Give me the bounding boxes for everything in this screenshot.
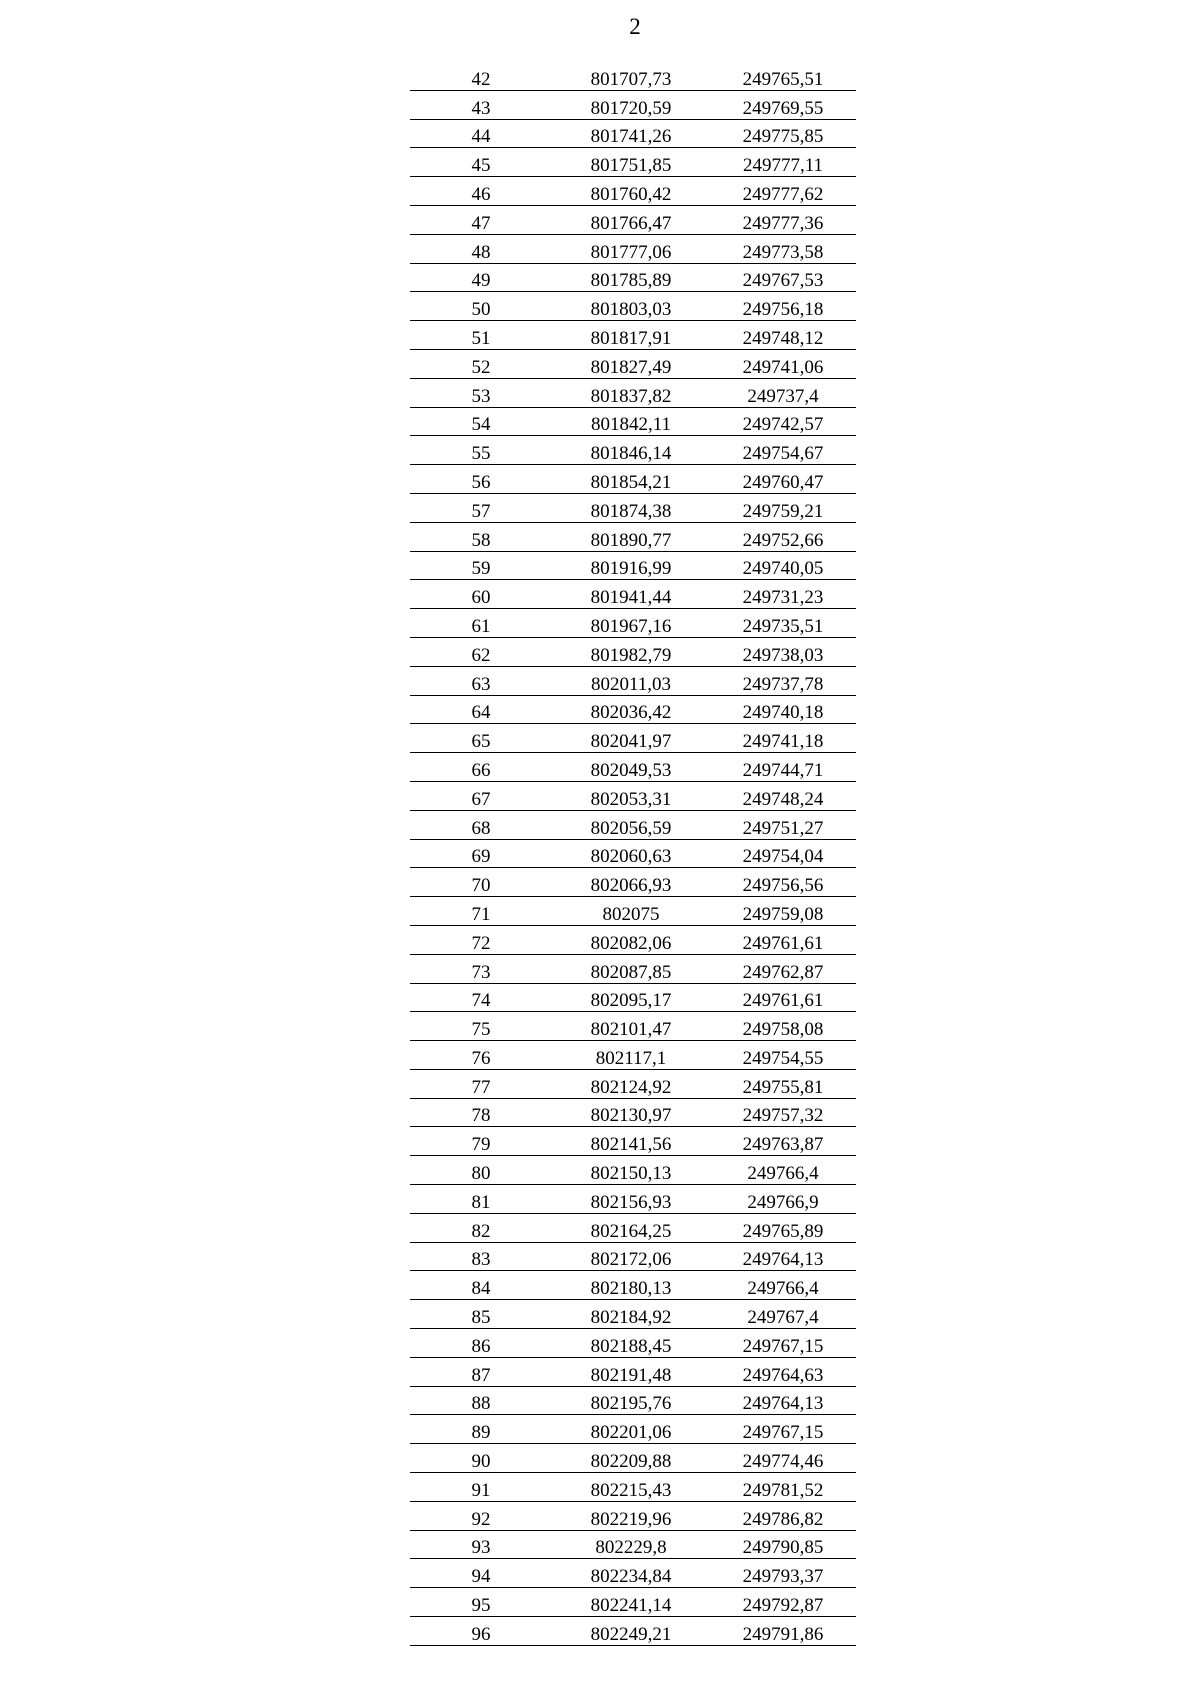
x-coordinate-cell: 802124,92 xyxy=(552,1069,710,1098)
x-coordinate-cell: 802101,47 xyxy=(552,1012,710,1041)
point-number-cell: 78 xyxy=(410,1098,552,1127)
table-row xyxy=(410,292,856,321)
x-coordinate-cell: 802172,06 xyxy=(552,1242,710,1271)
x-coordinate-cell: 801760,42 xyxy=(552,177,710,206)
point-number-cell: 74 xyxy=(410,983,552,1012)
y-coordinate-cell: 249777,62 xyxy=(710,177,856,206)
x-coordinate-cell: 802209,88 xyxy=(552,1444,710,1473)
x-coordinate-cell: 801916,99 xyxy=(552,551,710,580)
x-coordinate-cell: 801842,11 xyxy=(552,407,710,436)
x-coordinate-cell: 802241,14 xyxy=(552,1588,710,1617)
y-coordinate-cell: 249790,85 xyxy=(710,1530,856,1559)
x-coordinate-cell: 802087,85 xyxy=(552,954,710,983)
y-coordinate-cell: 249764,63 xyxy=(710,1357,856,1386)
y-coordinate-cell: 249757,32 xyxy=(710,1098,856,1127)
point-number-cell: 46 xyxy=(410,177,552,206)
table-row xyxy=(410,1329,856,1358)
table-row xyxy=(410,349,856,378)
point-number-cell: 57 xyxy=(410,493,552,522)
table-row xyxy=(410,925,856,954)
x-coordinate-cell: 801827,49 xyxy=(552,349,710,378)
point-number-cell: 81 xyxy=(410,1185,552,1214)
x-coordinate-cell: 801982,79 xyxy=(552,637,710,666)
y-coordinate-cell: 249774,46 xyxy=(710,1444,856,1473)
point-number-cell: 52 xyxy=(410,349,552,378)
y-coordinate-cell: 249781,52 xyxy=(710,1473,856,1502)
y-coordinate-cell: 249764,13 xyxy=(710,1386,856,1415)
y-coordinate-cell: 249777,36 xyxy=(710,205,856,234)
y-coordinate-cell: 249735,51 xyxy=(710,609,856,638)
point-number-cell: 83 xyxy=(410,1242,552,1271)
table-row xyxy=(410,234,856,263)
table-row xyxy=(410,839,856,868)
table-row xyxy=(410,436,856,465)
x-coordinate-cell: 801817,91 xyxy=(552,321,710,350)
table-row xyxy=(410,666,856,695)
table-row xyxy=(410,983,856,1012)
point-number-cell: 73 xyxy=(410,954,552,983)
point-number-cell: 48 xyxy=(410,234,552,263)
y-coordinate-cell: 249775,85 xyxy=(710,119,856,148)
x-coordinate-cell: 802095,17 xyxy=(552,983,710,1012)
y-coordinate-cell: 249765,51 xyxy=(710,62,856,90)
point-number-cell: 79 xyxy=(410,1127,552,1156)
table-row xyxy=(410,1501,856,1530)
x-coordinate-cell: 802049,53 xyxy=(552,753,710,782)
y-coordinate-cell: 249754,67 xyxy=(710,436,856,465)
x-coordinate-cell: 801707,73 xyxy=(552,62,710,90)
x-coordinate-cell: 802130,97 xyxy=(552,1098,710,1127)
table-row xyxy=(410,1617,856,1646)
y-coordinate-cell: 249752,66 xyxy=(710,522,856,551)
x-coordinate-cell: 802053,31 xyxy=(552,781,710,810)
point-number-cell: 42 xyxy=(410,62,552,90)
table-row xyxy=(410,1588,856,1617)
table-row xyxy=(410,90,856,119)
x-coordinate-cell: 802215,43 xyxy=(552,1473,710,1502)
x-coordinate-cell: 801854,21 xyxy=(552,465,710,494)
y-coordinate-cell: 249765,89 xyxy=(710,1213,856,1242)
table-row xyxy=(410,493,856,522)
x-coordinate-cell: 801890,77 xyxy=(552,522,710,551)
table-row xyxy=(410,1386,856,1415)
point-number-cell: 82 xyxy=(410,1213,552,1242)
x-coordinate-cell: 801967,16 xyxy=(552,609,710,638)
table-row xyxy=(410,868,856,897)
y-coordinate-cell: 249791,86 xyxy=(710,1617,856,1646)
y-coordinate-cell: 249754,55 xyxy=(710,1041,856,1070)
point-number-cell: 94 xyxy=(410,1559,552,1588)
point-number-cell: 84 xyxy=(410,1271,552,1300)
table-row xyxy=(410,1444,856,1473)
table-row xyxy=(410,378,856,407)
x-coordinate-cell: 802234,84 xyxy=(552,1559,710,1588)
y-coordinate-cell: 249756,56 xyxy=(710,868,856,897)
table-row xyxy=(410,263,856,292)
y-coordinate-cell: 249740,05 xyxy=(710,551,856,580)
point-number-cell: 47 xyxy=(410,205,552,234)
table-row xyxy=(410,407,856,436)
point-number-cell: 92 xyxy=(410,1501,552,1530)
table-row xyxy=(410,753,856,782)
point-number-cell: 51 xyxy=(410,321,552,350)
table-row xyxy=(410,1271,856,1300)
point-number-cell: 44 xyxy=(410,119,552,148)
y-coordinate-cell: 249754,04 xyxy=(710,839,856,868)
y-coordinate-cell: 249759,08 xyxy=(710,897,856,926)
x-coordinate-cell: 801846,14 xyxy=(552,436,710,465)
table-row xyxy=(410,1213,856,1242)
y-coordinate-cell: 249758,08 xyxy=(710,1012,856,1041)
table-row xyxy=(410,465,856,494)
x-coordinate-cell: 802219,96 xyxy=(552,1501,710,1530)
x-coordinate-cell: 802056,59 xyxy=(552,810,710,839)
table-row xyxy=(410,1069,856,1098)
y-coordinate-cell: 249760,47 xyxy=(710,465,856,494)
point-number-cell: 65 xyxy=(410,724,552,753)
table-row xyxy=(410,1242,856,1271)
y-coordinate-cell: 249731,23 xyxy=(710,580,856,609)
page-number: 2 xyxy=(629,14,641,39)
point-number-cell: 63 xyxy=(410,666,552,695)
x-coordinate-cell: 802184,92 xyxy=(552,1300,710,1329)
y-coordinate-cell: 249767,4 xyxy=(710,1300,856,1329)
point-number-cell: 85 xyxy=(410,1300,552,1329)
table-row xyxy=(410,1530,856,1559)
y-coordinate-cell: 249767,15 xyxy=(710,1329,856,1358)
y-coordinate-cell: 249751,27 xyxy=(710,810,856,839)
point-number-cell: 50 xyxy=(410,292,552,321)
table-row xyxy=(410,1357,856,1386)
y-coordinate-cell: 249738,03 xyxy=(710,637,856,666)
point-number-cell: 93 xyxy=(410,1530,552,1559)
y-coordinate-cell: 249786,82 xyxy=(710,1501,856,1530)
x-coordinate-cell: 802156,93 xyxy=(552,1185,710,1214)
table-row xyxy=(410,62,856,90)
table-row xyxy=(410,205,856,234)
y-coordinate-cell: 249773,58 xyxy=(710,234,856,263)
x-coordinate-cell: 801803,03 xyxy=(552,292,710,321)
x-coordinate-cell: 802066,93 xyxy=(552,868,710,897)
point-number-cell: 54 xyxy=(410,407,552,436)
x-coordinate-cell: 802229,8 xyxy=(552,1530,710,1559)
table-row xyxy=(410,522,856,551)
y-coordinate-cell: 249741,06 xyxy=(710,349,856,378)
point-number-cell: 70 xyxy=(410,868,552,897)
point-number-cell: 77 xyxy=(410,1069,552,1098)
coordinates-table-body xyxy=(410,62,856,1645)
y-coordinate-cell: 249792,87 xyxy=(710,1588,856,1617)
point-number-cell: 96 xyxy=(410,1617,552,1646)
y-coordinate-cell: 249740,18 xyxy=(710,695,856,724)
x-coordinate-cell: 801837,82 xyxy=(552,378,710,407)
table-row xyxy=(410,580,856,609)
point-number-cell: 90 xyxy=(410,1444,552,1473)
table-row xyxy=(410,1559,856,1588)
table-row xyxy=(410,1185,856,1214)
y-coordinate-cell: 249763,87 xyxy=(710,1127,856,1156)
y-coordinate-cell: 249761,61 xyxy=(710,925,856,954)
point-number-cell: 43 xyxy=(410,90,552,119)
x-coordinate-cell: 801766,47 xyxy=(552,205,710,234)
table-row xyxy=(410,1098,856,1127)
y-coordinate-cell: 249737,4 xyxy=(710,378,856,407)
point-number-cell: 69 xyxy=(410,839,552,868)
x-coordinate-cell: 802041,97 xyxy=(552,724,710,753)
y-coordinate-cell: 249777,11 xyxy=(710,148,856,177)
x-coordinate-cell: 802141,56 xyxy=(552,1127,710,1156)
x-coordinate-cell: 802150,13 xyxy=(552,1156,710,1185)
point-number-cell: 58 xyxy=(410,522,552,551)
x-coordinate-cell: 802201,06 xyxy=(552,1415,710,1444)
x-coordinate-cell: 801741,26 xyxy=(552,119,710,148)
point-number-cell: 55 xyxy=(410,436,552,465)
x-coordinate-cell: 802060,63 xyxy=(552,839,710,868)
point-number-cell: 53 xyxy=(410,378,552,407)
point-number-cell: 62 xyxy=(410,637,552,666)
y-coordinate-cell: 249766,4 xyxy=(710,1156,856,1185)
x-coordinate-cell: 802164,25 xyxy=(552,1213,710,1242)
point-number-cell: 49 xyxy=(410,263,552,292)
table-row xyxy=(410,1041,856,1070)
point-number-cell: 45 xyxy=(410,148,552,177)
point-number-cell: 76 xyxy=(410,1041,552,1070)
y-coordinate-cell: 249767,15 xyxy=(710,1415,856,1444)
x-coordinate-cell: 801941,44 xyxy=(552,580,710,609)
point-number-cell: 60 xyxy=(410,580,552,609)
point-number-cell: 56 xyxy=(410,465,552,494)
table-row xyxy=(410,1473,856,1502)
y-coordinate-cell: 249756,18 xyxy=(710,292,856,321)
table-row xyxy=(410,724,856,753)
point-number-cell: 67 xyxy=(410,781,552,810)
table-row xyxy=(410,1415,856,1444)
y-coordinate-cell: 249762,87 xyxy=(710,954,856,983)
y-coordinate-cell: 249766,4 xyxy=(710,1271,856,1300)
y-coordinate-cell: 249766,9 xyxy=(710,1185,856,1214)
point-number-cell: 71 xyxy=(410,897,552,926)
x-coordinate-cell: 801751,85 xyxy=(552,148,710,177)
x-coordinate-cell: 802180,13 xyxy=(552,1271,710,1300)
table-row xyxy=(410,897,856,926)
point-number-cell: 59 xyxy=(410,551,552,580)
x-coordinate-cell: 802011,03 xyxy=(552,666,710,695)
x-coordinate-cell: 802195,76 xyxy=(552,1386,710,1415)
point-number-cell: 61 xyxy=(410,609,552,638)
table-row xyxy=(410,1127,856,1156)
table-row xyxy=(410,119,856,148)
y-coordinate-cell: 249764,13 xyxy=(710,1242,856,1271)
point-number-cell: 88 xyxy=(410,1386,552,1415)
x-coordinate-cell: 801720,59 xyxy=(552,90,710,119)
x-coordinate-cell: 802036,42 xyxy=(552,695,710,724)
table-row xyxy=(410,1300,856,1329)
coordinates-table xyxy=(410,62,856,1646)
table-row xyxy=(410,148,856,177)
y-coordinate-cell: 249744,71 xyxy=(710,753,856,782)
point-number-cell: 72 xyxy=(410,925,552,954)
y-coordinate-cell: 249793,37 xyxy=(710,1559,856,1588)
y-coordinate-cell: 249748,24 xyxy=(710,781,856,810)
point-number-cell: 89 xyxy=(410,1415,552,1444)
x-coordinate-cell: 802249,21 xyxy=(552,1617,710,1646)
point-number-cell: 80 xyxy=(410,1156,552,1185)
table-row xyxy=(410,321,856,350)
table-row xyxy=(410,1012,856,1041)
table-row xyxy=(410,551,856,580)
point-number-cell: 68 xyxy=(410,810,552,839)
y-coordinate-cell: 249748,12 xyxy=(710,321,856,350)
y-coordinate-cell: 249761,61 xyxy=(710,983,856,1012)
point-number-cell: 86 xyxy=(410,1329,552,1358)
y-coordinate-cell: 249741,18 xyxy=(710,724,856,753)
table-row xyxy=(410,609,856,638)
x-coordinate-cell: 802117,1 xyxy=(552,1041,710,1070)
x-coordinate-cell: 802191,48 xyxy=(552,1357,710,1386)
table-row xyxy=(410,637,856,666)
point-number-cell: 95 xyxy=(410,1588,552,1617)
point-number-cell: 64 xyxy=(410,695,552,724)
point-number-cell: 66 xyxy=(410,753,552,782)
x-coordinate-cell: 802075 xyxy=(552,897,710,926)
table-row xyxy=(410,810,856,839)
x-coordinate-cell: 801874,38 xyxy=(552,493,710,522)
x-coordinate-cell: 801785,89 xyxy=(552,263,710,292)
x-coordinate-cell: 802188,45 xyxy=(552,1329,710,1358)
table-row xyxy=(410,695,856,724)
y-coordinate-cell: 249769,55 xyxy=(710,90,856,119)
y-coordinate-cell: 249767,53 xyxy=(710,263,856,292)
table-row xyxy=(410,1156,856,1185)
x-coordinate-cell: 801777,06 xyxy=(552,234,710,263)
y-coordinate-cell: 249742,57 xyxy=(710,407,856,436)
point-number-cell: 75 xyxy=(410,1012,552,1041)
table-row xyxy=(410,954,856,983)
point-number-cell: 87 xyxy=(410,1357,552,1386)
x-coordinate-cell: 802082,06 xyxy=(552,925,710,954)
y-coordinate-cell: 249759,21 xyxy=(710,493,856,522)
table-row xyxy=(410,177,856,206)
y-coordinate-cell: 249737,78 xyxy=(710,666,856,695)
y-coordinate-cell: 249755,81 xyxy=(710,1069,856,1098)
point-number-cell: 91 xyxy=(410,1473,552,1502)
table-row xyxy=(410,781,856,810)
